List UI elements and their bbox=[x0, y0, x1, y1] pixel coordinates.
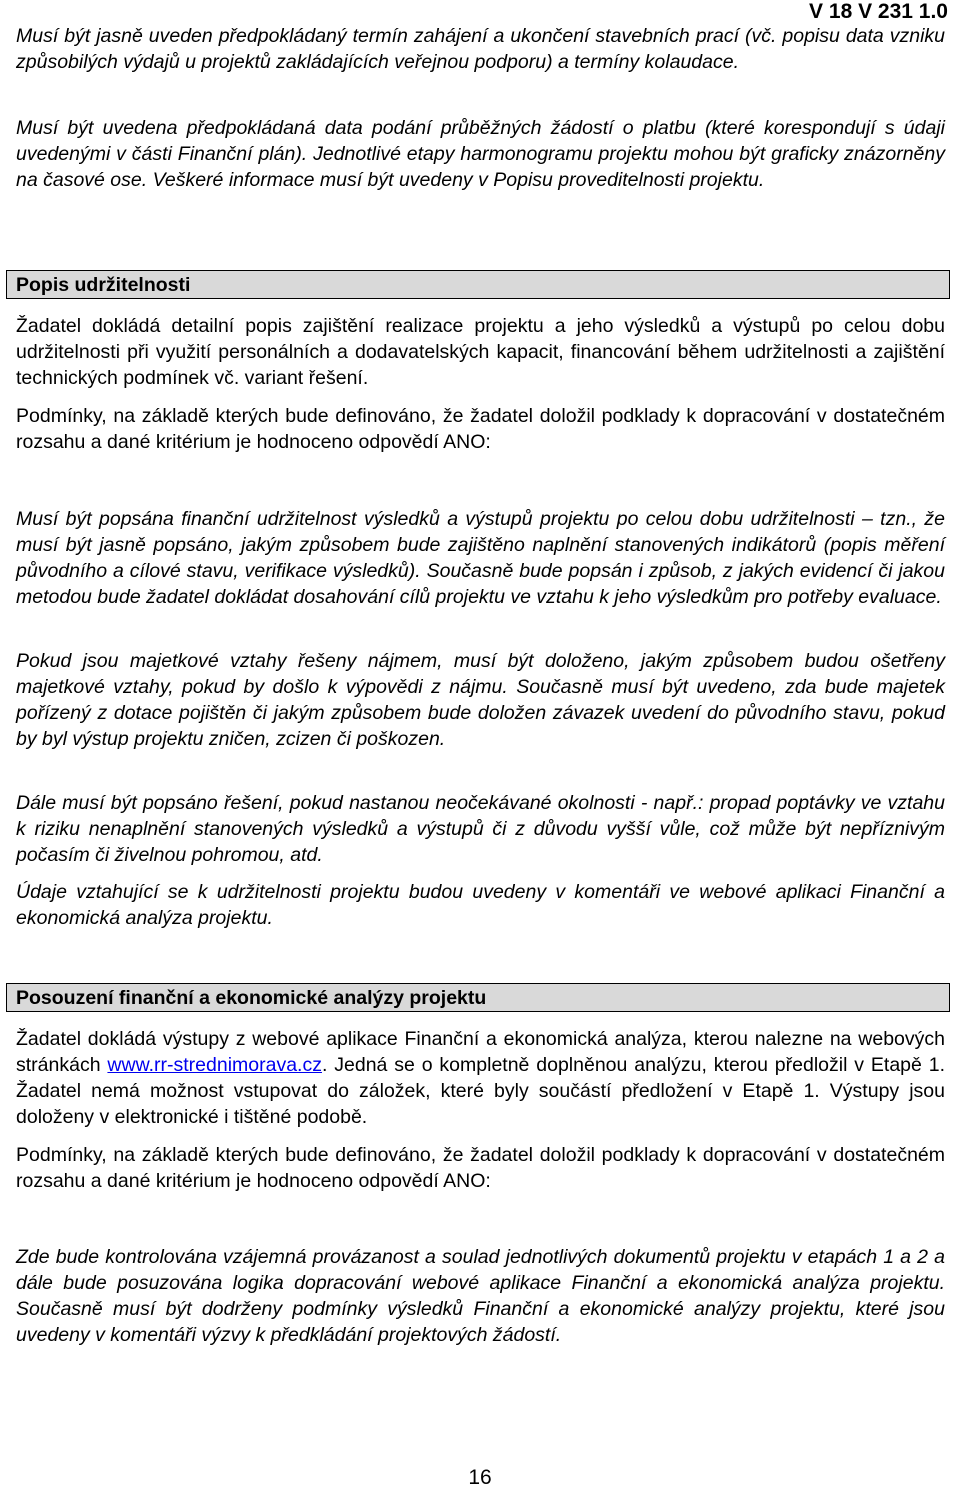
website-link[interactable]: www.rr-strednimorava.cz bbox=[107, 1054, 322, 1076]
text-after-link: . Jedná se o kompletně doplněnou analýzu, kterou předložil v Etapě 1. Žadatel nemá možnost vstupovat do záložek, které byly součástí předložení v Etapě 1. Výstupy jsou doloženy v elektronické i tištěné podobě. bbox=[16, 1054, 946, 1128]
text-before-link: Žadatel dokládá výstupy z webové aplikace Finanční a ekonomická analýza, kterou nalezne na webových stránkách bbox=[16, 1028, 945, 1076]
section-title: Popis udržitelnosti bbox=[16, 274, 191, 296]
paragraph-text: Pokud jsou majetkové vztahy řešeny nájmem, musí být doloženo, jakým způsobem budou ošetřeny majetkové vztahy, pokud by došlo k výpovědi z nájmu. Současně musí být uvedeno, zda bude majetek pořízený z dotace pojištěn či jakým způsobem bude doložen závazek uvedení do původního stavu, pokud by byl výstup projektu zničen, zcizen či poškozen. bbox=[16, 650, 945, 750]
sustainability-paragraph-4 bbox=[16, 648, 945, 752]
intro-text-2: Musí být uvedena předpokládaná data podání průběžných žádostí o platbu (které korespondují s údaji uvedenými v části Finanční plán). Jednotlivé etapy harmonogramu projektu mohou být graficky znázorněny na časové ose. Veškeré informace musí být uvedeny v Popisu proveditelnosti projektu. bbox=[16, 117, 945, 191]
paragraph-text: Podmínky, na základě kterých bude definováno, že žadatel doložil podklady k dopracování v dostatečném rozsahu a dané kritérium je hodnoceno odpovědí ANO: bbox=[16, 1144, 945, 1192]
section-heading-sustainability bbox=[6, 270, 950, 299]
section-heading-financial bbox=[6, 983, 950, 1012]
paragraph-text: Zde bude kontrolována vzájemná provázanost a soulad jednotlivých dokumentů projektu v etapách 1 a 2 a dále bude posuzována logika dopracování webové aplikace Finanční a ekonomická analýza projektu. Současně musí být dodrženy podmínky výsledků Finanční a ekonomické analýzy projektu, které jsou uvedeny v komentáři výzvy k předkládání projektových žádostí. bbox=[16, 1246, 945, 1346]
page-number: 16 bbox=[468, 1466, 492, 1489]
sustainability-paragraph-6 bbox=[16, 879, 945, 931]
paragraph-text: Údaje vztahující se k udržitelnosti projektu budou uvedeny v komentáři ve webové aplikaci Finanční a ekonomická analýza projektu. bbox=[16, 881, 945, 929]
financial-paragraph-1 bbox=[16, 1026, 945, 1130]
document-code: V 18 V 231 1.0 bbox=[809, 0, 948, 23]
section-title: Posouzení finanční a ekonomické analýzy projektu bbox=[16, 987, 487, 1009]
paragraph-text: Žadatel dokládá detailní popis zajištění realizace projektu a jeho výsledků a výstupů po celou dobu udržitelnosti při využití personálních a dodavatelských kapacit, financování během udržitelnosti a zajištění technických podmínek vč. variant řešení. bbox=[16, 315, 945, 389]
paragraph-text: Podmínky, na základě kterých bude definováno, že žadatel doložil podklady k dopracování v dostatečném rozsahu a dané kritérium je hodnoceno odpovědí ANO: bbox=[16, 405, 945, 453]
financial-paragraph-2 bbox=[16, 1142, 945, 1194]
paragraph-text: Musí být popsána finanční udržitelnost výsledků a výstupů projektu po celou dobu udržitelnosti – tzn., že musí být jasně popsáno, jakým způsobem bude zajištěno naplnění stanovených indikátorů (popis měření původního a cílové stavu, verifikace výsledků). Současně bude popsán i způsob, z jakých evidencí či jakou metodou bude žadatel dokládat dosahování cílů projektu ve vztahu k jeho výsledkům pro potřeby evaluace. bbox=[16, 508, 945, 608]
paragraph-text: Dále musí být popsáno řešení, pokud nastanou neočekávané okolnosti - např.: propad poptávky ve vztahu k riziku nenaplnění stanovených výsledků a výstupů či z důvodu vyšší vůle, což může být nepříznivým počasím či živelnou pohromou, atd. bbox=[16, 792, 945, 866]
sustainability-paragraph-3 bbox=[16, 506, 945, 610]
financial-paragraph-3 bbox=[16, 1244, 945, 1348]
sustainability-paragraph-5 bbox=[16, 790, 945, 868]
sustainability-paragraph-1 bbox=[16, 313, 945, 391]
paragraph-text bbox=[16, 1026, 945, 1130]
intro-paragraph-1 bbox=[16, 23, 945, 75]
intro-paragraph-2 bbox=[16, 115, 945, 193]
sustainability-paragraph-2 bbox=[16, 403, 945, 455]
intro-text-1: Musí být jasně uveden předpokládaný termín zahájení a ukončení stavebních prací (vč. popisu data vzniku způsobilých výdajů u projektů zakládajících veřejnou podporu) a termíny kolaudace. bbox=[16, 25, 945, 73]
